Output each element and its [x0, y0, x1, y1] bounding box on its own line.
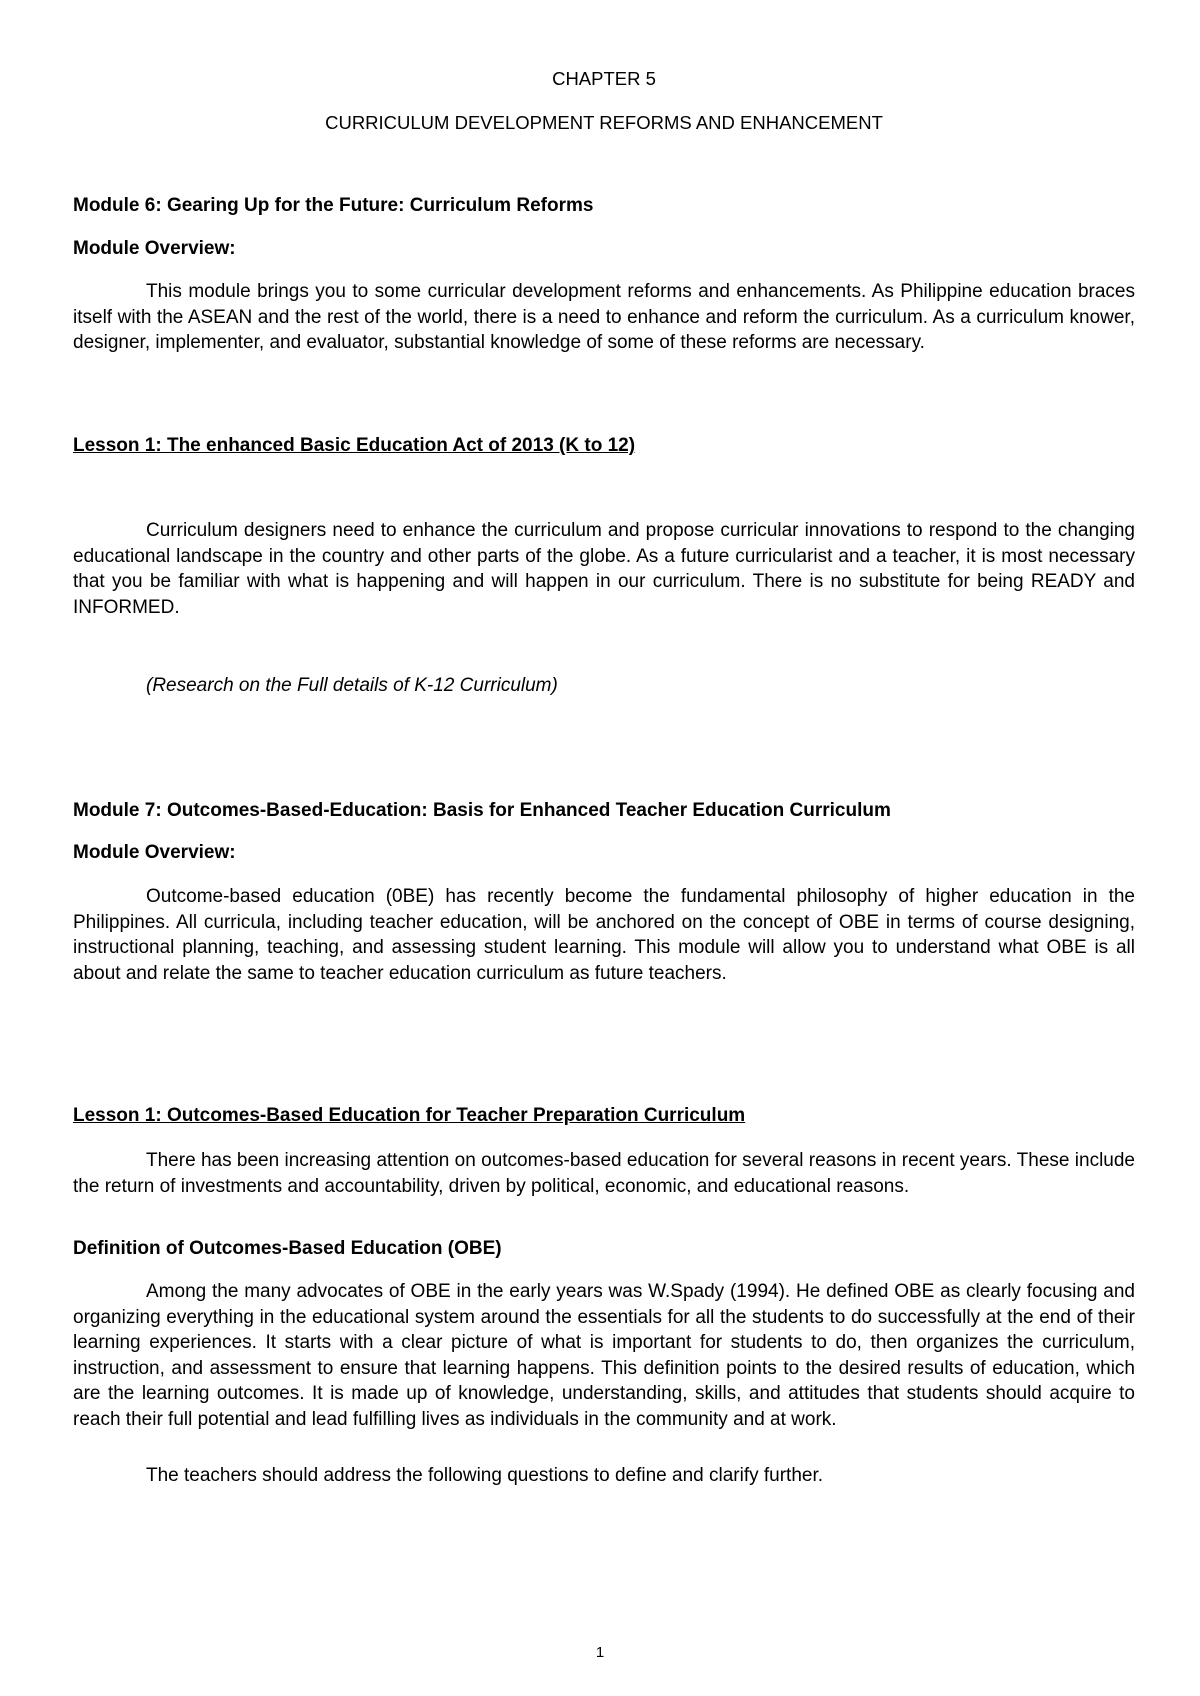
- chapter-subtitle: CURRICULUM DEVELOPMENT REFORMS AND ENHANCEMENT: [325, 112, 883, 133]
- definition-heading: Definition of Outcomes-Based Education (OBE): [73, 1238, 502, 1259]
- page-number: 1: [595, 1644, 605, 1661]
- chapter-title: CHAPTER 5: [552, 68, 656, 89]
- module6-lesson1-text: Curriculum designers need to enhance the curriculum and propose curricular innovations to respond to the changing educational landscape in the country and other parts of the globe. As a future curricularist and a teacher, it is most necessary that you be familiar with what is happening and will happen in our curriculum. There is no substitute for being READY and INFORMED.: [73, 520, 1135, 618]
- module7-overview-label: Module Overview:: [73, 842, 236, 863]
- module7-lesson1-text: There has been increasing attention on outcomes-based education for several reasons in recent years. These include the return of investments and accountability, driven by political, economic, and educational reasons.: [73, 1150, 1135, 1197]
- module6-heading: Module 6: Gearing Up for the Future: Curriculum Reforms: [73, 195, 594, 216]
- definition-text: Among the many advocates of OBE in the early years was W.Spady (1994). He defined OBE as clearly focusing and organizing everything in the educational system around the essentials for all the students to do successfully at the end of their learning experiences. It starts with a clear picture of what is important for students to do, then organizes the curriculum, instruction, and assessment to ensure that learning happens. This definition points to the desired results of education, which are the learning outcomes. It is made up of knowledge, understanding, skills, and attitudes that students should acquire to reach their full potential and lead fulfilling lives as individuals in the community and at work.: [73, 1281, 1135, 1430]
- module6-overview-label: Module Overview:: [73, 238, 236, 259]
- module7-overview-text: Outcome-based education (0BE) has recently become the fundamental philosophy of higher education in the Philippines. All curricula, including teacher education, will be anchored on the concept of OBE in terms of course designing, instructional planning, teaching, and assessing student learning. This module will allow you to understand what OBE is all about and relate the same to teacher education curriculum as future teachers.: [73, 886, 1135, 984]
- module7-lesson1-heading: Lesson 1: Outcomes-Based Education for Teacher Preparation Curriculum: [73, 1105, 746, 1126]
- module7-heading: Module 7: Outcomes-Based-Education: Basis for Enhanced Teacher Education Curriculum: [73, 800, 891, 821]
- closing-text: The teachers should address the following questions to define and clarify further.: [146, 1465, 824, 1486]
- module6-overview-text: This module brings you to some curricular development reforms and enhancements. As Philippine education braces itself with the ASEAN and the rest of the world, there is a need to enhance and reform the curriculum. As a curriculum knower, designer, implementer, and evaluator, substantial knowledge of some of these reforms are necessary.: [73, 281, 1135, 353]
- module6-lesson1-heading: Lesson 1: The enhanced Basic Education Act of 2013 (K to 12): [73, 435, 636, 456]
- module6-lesson1-note: (Research on the Full details of K-12 Curriculum): [146, 675, 558, 696]
